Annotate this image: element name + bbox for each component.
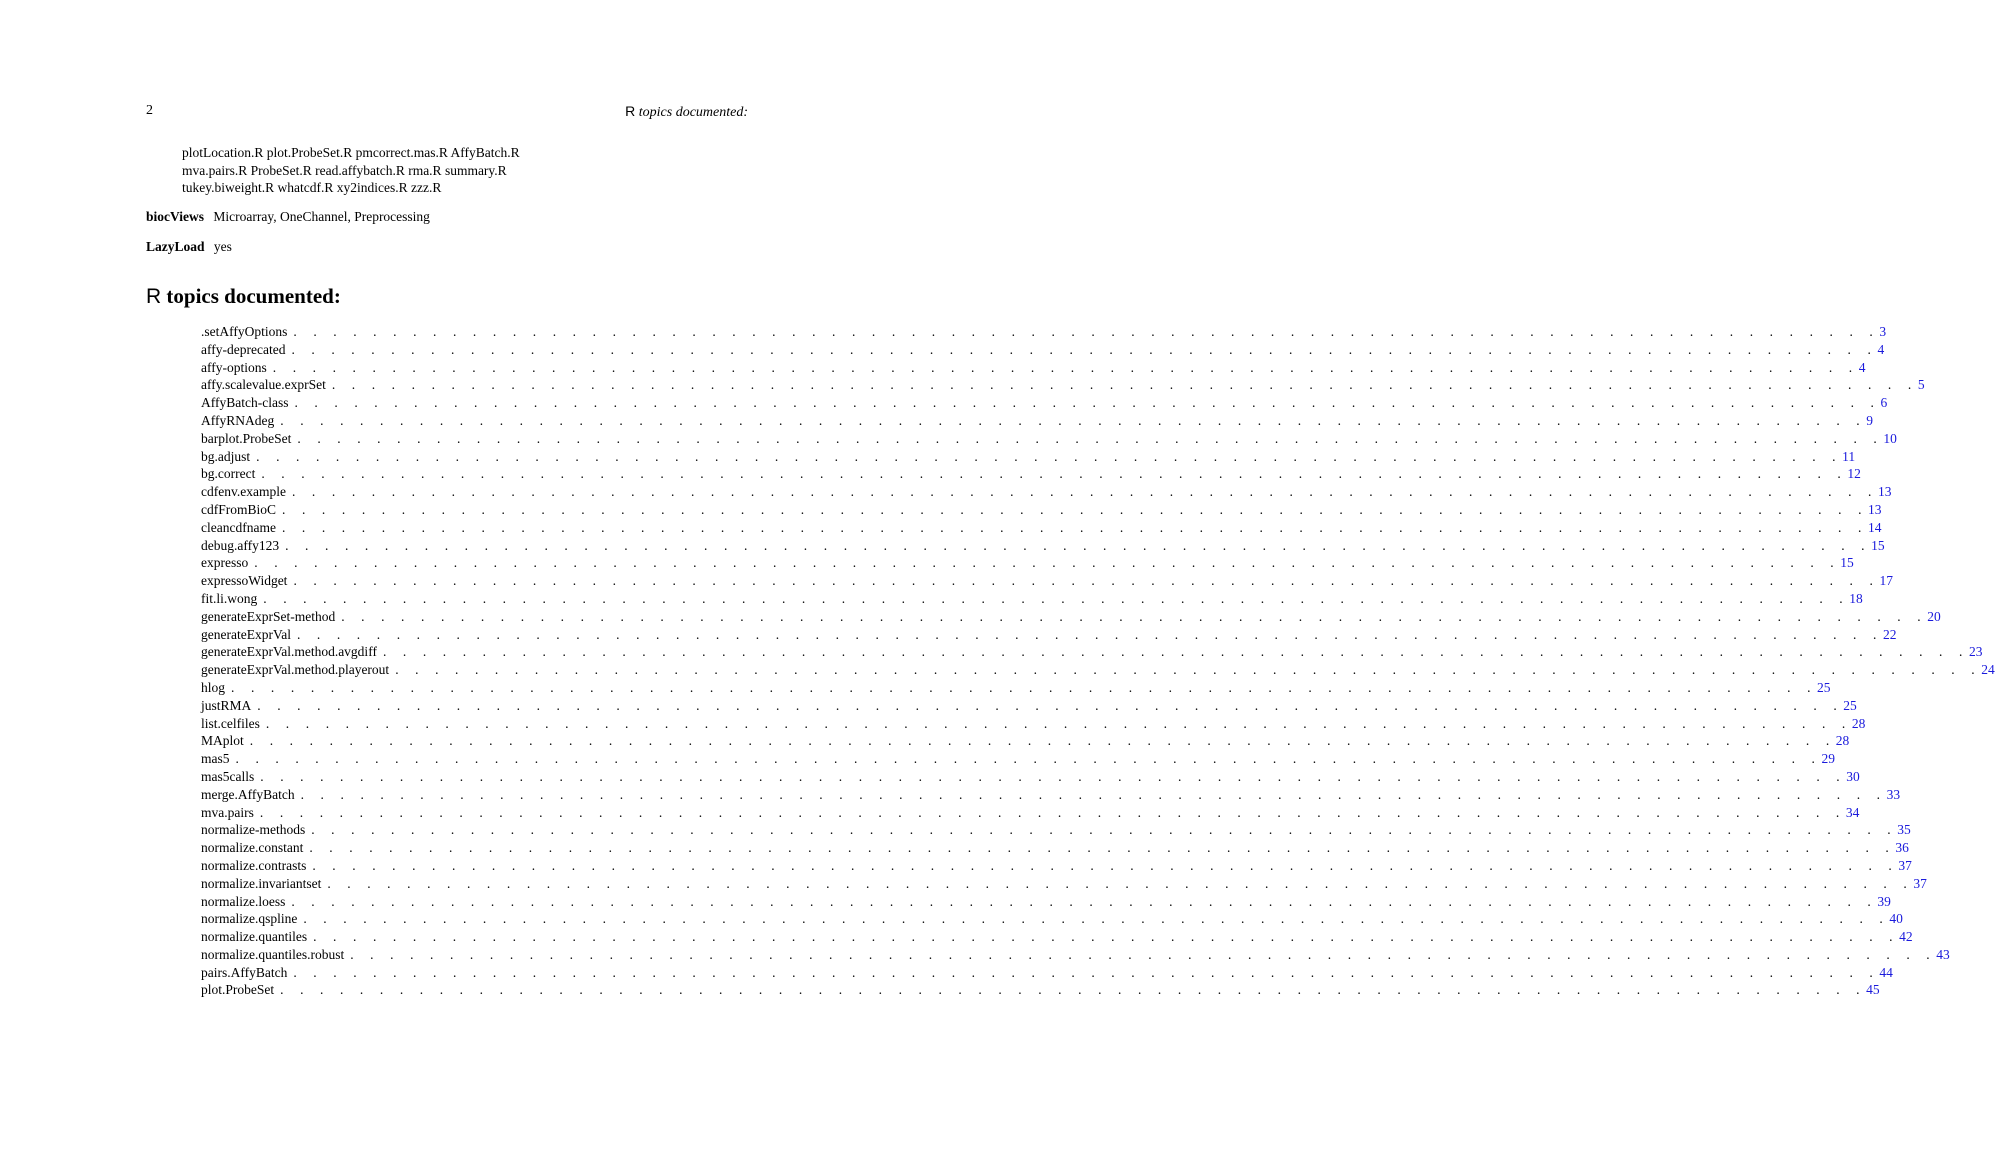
toc-page-link[interactable]: 15 bbox=[1871, 537, 1885, 553]
toc-page-link[interactable]: 28 bbox=[1835, 733, 1850, 749]
toc-dot-leader: . . . . . . . . . . . . . . . . . . . . . . . . . . . . . . . . . . . . . . . . . . . . . . . . . . . . . . . . . . . . . . . . . . . . . . . . . . . . . . . . bbox=[293, 573, 1880, 589]
toc-entry[interactable] bbox=[201, 732, 1850, 750]
toc-page-link[interactable]: 4 bbox=[1877, 341, 1885, 357]
toc-dot-leader: . . . . . . . . . . . . . . . . . . . . . . . . . . . . . . . . . . . . . . . . . . . . . . . . . . . . . . . . . . . . . . . . . . . . . . . . . . . . . . . . bbox=[263, 590, 1850, 606]
toc-dot-leader: . . . . . . . . . . . . . . . . . . . . . . . . . . . . . . . . . . . . . . . . . . . . . . . . . . . . . . . . . . . . . . . . . . . . . . . . . . . . . . . . bbox=[341, 608, 1928, 624]
toc-dot-leader: . . . . . . . . . . . . . . . . . . . . . . . . . . . . . . . . . . . . . . . . . . . . . . . . . . . . . . . . . . . . . . . . . . . . . . . . . . . . . . . . bbox=[291, 484, 1878, 500]
toc-page-link[interactable]: 42 bbox=[1899, 929, 1913, 945]
toc-dot-leader: . . . . . . . . . . . . . . . . . . . . . . . . . . . . . . . . . . . . . . . . . . . . . . . . . . . . . . . . . . . . . . . . . . . . . . . . . . . . . . . . bbox=[293, 324, 1880, 339]
toc-page-link[interactable]: 28 bbox=[1851, 715, 1866, 731]
toc-entry-name: normalize.quantiles.robust bbox=[201, 946, 345, 962]
toc-entry[interactable] bbox=[201, 839, 1909, 857]
running-head bbox=[625, 103, 748, 121]
page-number: 2 bbox=[146, 103, 153, 118]
toc-entry-name: .setAffyOptions bbox=[201, 324, 288, 339]
toc-entry[interactable] bbox=[201, 857, 1912, 875]
toc-entry-name: justRMA bbox=[201, 697, 252, 713]
toc-dot-leader: . . . . . . . . . . . . . . . . . . . . . . . . . . . . . . . . . . . . . . . . . . . . . . . . . . . . . . . . . . . . . . . . . . . . . . . . . . . . . . . . bbox=[282, 501, 1869, 517]
toc-entry[interactable] bbox=[201, 412, 1874, 430]
toc-entry-name: bg.correct bbox=[201, 466, 256, 482]
toc-entry[interactable] bbox=[201, 323, 1887, 341]
toc-entry-name: generateExprVal bbox=[201, 626, 291, 642]
toc-page-link[interactable]: 14 bbox=[1867, 519, 1882, 535]
toc-page-link[interactable]: 23 bbox=[1968, 644, 1983, 660]
toc-dot-leader: . . . . . . . . . . . . . . . . . . . . . . . . . . . . . . . . . . . . . . . . . . . . . . . . . . . . . . . . . . . . . . . . . . . . . . . . . . . . . . . . bbox=[280, 412, 1867, 428]
collate-line: mva.pairs.R ProbeSet.R read.affybatch.R rma.R summary.R bbox=[182, 162, 507, 178]
toc-dot-leader: . . . . . . . . . . . . . . . . . . . . . . . . . . . . . . . . . . . . . . . . . . . . . . . . . . . . . . . . . . . . . . . . . . . . . . . . . . . . . . . . bbox=[296, 626, 1883, 642]
toc-dot-leader: . . . . . . . . . . . . . . . . . . . . . . . . . . . . . . . . . . . . . . . . . . . . . . . . . . . . . . . . . . . . . . . . . . . . . . . . . . . . . . . . bbox=[280, 982, 1867, 998]
toc-entry[interactable] bbox=[201, 928, 1913, 946]
toc-entry[interactable] bbox=[201, 804, 1860, 822]
collate-line: plotLocation.R plot.ProbeSet.R pmcorrect.mas.R AffyBatch.R bbox=[182, 145, 520, 160]
toc-entry-name: MAplot bbox=[201, 733, 244, 749]
toc-entry[interactable] bbox=[201, 910, 1903, 928]
toc-dot-leader: . . . . . . . . . . . . . . . . . . . . . . . . . . . . . . . . . . . . . . . . . . . . . . . . . . . . . . . . . . . . . . . . . . . . . . . . . . . . . . . . bbox=[261, 466, 1848, 482]
toc-entry-name: hlog bbox=[201, 679, 226, 695]
lazyload-key: LazyLoad bbox=[146, 239, 205, 254]
toc-dot-leader: . . . . . . . . . . . . . . . . . . . . . . . . . . . . . . . . . . . . . . . . . . . . . . . . . . . . . . . . . . . . . . . . . . . . . . . . . . . . . . . . bbox=[231, 679, 1818, 695]
toc-page-link[interactable]: 3 bbox=[1879, 324, 1887, 339]
toc-page-link[interactable]: 25 bbox=[1843, 697, 1857, 713]
toc-page-link[interactable]: 43 bbox=[1936, 946, 1950, 962]
toc-entry-name: plot.ProbeSet bbox=[201, 982, 275, 998]
toc-entry[interactable] bbox=[201, 501, 1882, 519]
toc-page-link[interactable]: 39 bbox=[1877, 893, 1891, 909]
toc-entry[interactable] bbox=[201, 981, 1880, 999]
biocviews-field bbox=[146, 209, 430, 225]
toc-dot-leader: . . . . . . . . . . . . . . . . . . . . . . . . . . . . . . . . . . . . . . . . . . . . . . . . . . . . . . . . . . . . . . . . . . . . . . . . . . . . . . . . bbox=[312, 857, 1899, 873]
section-title-text: topics documented: bbox=[166, 284, 341, 308]
toc-page-link[interactable]: 13 bbox=[1868, 501, 1882, 517]
toc-page-link[interactable]: 13 bbox=[1878, 484, 1892, 500]
toc-dot-leader: . . . . . . . . . . . . . . . . . . . . . . . . . . . . . . . . . . . . . . . . . . . . . . . . . . . . . . . . . . . . . . . . . . . . . . . . . . . . . . . . bbox=[311, 822, 1898, 838]
toc-page-link[interactable]: 22 bbox=[1882, 626, 1897, 642]
toc-page-link[interactable]: 5 bbox=[1917, 377, 1925, 393]
toc-page-link[interactable]: 24 bbox=[1981, 662, 1995, 678]
toc-dot-leader: . . . . . . . . . . . . . . . . . . . . . . . . . . . . . . . . . . . . . . . . . . . . . . . . . . . . . . . . . . . . . . . . . . . . . . . . . . . . . . . . bbox=[331, 377, 1918, 393]
toc-entry-name: AffyRNAdeg bbox=[201, 412, 275, 428]
toc-entry-name: normalize.constant bbox=[201, 840, 304, 856]
toc-entry-name: mas5calls bbox=[201, 768, 255, 784]
toc-dot-leader: . . . . . . . . . . . . . . . . . . . . . . . . . . . . . . . . . . . . . . . . . . . . . . . . . . . . . . . . . . . . . . . . . . . . . . . . . . . . . . . . bbox=[249, 733, 1836, 749]
toc-entry-name: merge.AffyBatch bbox=[201, 786, 295, 802]
toc-entry[interactable] bbox=[201, 341, 1885, 359]
toc-entry[interactable] bbox=[201, 946, 1950, 964]
toc-dot-leader: . . . . . . . . . . . . . . . . . . . . . . . . . . . . . . . . . . . . . . . . . . . . . . . . . . . . . . . . . . . . . . . . . . . . . . . . . . . . . . . . bbox=[309, 840, 1896, 856]
toc-entry-name: pairs.AffyBatch bbox=[201, 964, 288, 980]
toc-entry-name: normalize-methods bbox=[201, 822, 306, 838]
toc-entry-name: normalize.qspline bbox=[201, 911, 298, 927]
toc-entry-name: normalize.invariantset bbox=[201, 875, 322, 891]
toc-entry[interactable] bbox=[201, 750, 1836, 768]
toc-dot-leader: . . . . . . . . . . . . . . . . . . . . . . . . . . . . . . . . . . . . . . . . . . . . . . . . . . . . . . . . . . . . . . . . . . . . . . . . . . . . . . . . bbox=[281, 519, 1868, 535]
toc-entry[interactable] bbox=[201, 572, 1893, 590]
toc-page-link[interactable]: 30 bbox=[1846, 768, 1860, 784]
toc-dot-leader: . . . . . . . . . . . . . . . . . . . . . . . . . . . . . . . . . . . . . . . . . . . . . . . . . . . . . . . . . . . . . . . . . . . . . . . . . . . . . . . . bbox=[300, 786, 1887, 802]
toc-entry-name: affy-deprecated bbox=[201, 341, 286, 357]
toc-page-link[interactable]: 20 bbox=[1927, 608, 1941, 624]
toc-dot-leader: . . . . . . . . . . . . . . . . . . . . . . . . . . . . . . . . . . . . . . . . . . . . . . . . . . . . . . . . . . . . . . . . . . . . . . . . . . . . . . . . bbox=[259, 804, 1846, 820]
toc-entry-name: AffyBatch-class bbox=[201, 395, 289, 411]
toc-dot-leader: . . . . . . . . . . . . . . . . . . . . . . . . . . . . . . . . . . . . . . . . . . . . . . . . . . . . . . . . . . . . . . . . . . . . . . . . . . . . . . . . bbox=[285, 537, 1872, 553]
toc-dot-leader: . . . . . . . . . . . . . . . . . . . . . . . . . . . . . . . . . . . . . . . . . . . . . . . . . . . . . . . . . . . . . . . . . . . . . . . . . . . . . . . . bbox=[293, 964, 1880, 980]
toc-dot-leader: . . . . . . . . . . . . . . . . . . . . . . . . . . . . . . . . . . . . . . . . . . . . . . . . . . . . . . . . . . . . . . . . . . . . . . . . . . . . . . . . bbox=[272, 359, 1859, 375]
toc-entry[interactable] bbox=[201, 430, 1897, 448]
toc-dot-leader: . . . . . . . . . . . . . . . . . . . . . . . . . . . . . . . . . . . . . . . . . . . . . . . . . . . . . . . . . . . . . . . . . . . . . . . . . . . . . . . . bbox=[327, 875, 1914, 891]
toc-page-link[interactable]: 40 bbox=[1889, 911, 1903, 927]
toc-entry[interactable] bbox=[201, 590, 1863, 608]
toc-entry-name: cleancdfname bbox=[201, 519, 276, 535]
toc-entry[interactable] bbox=[201, 394, 1888, 412]
toc-page-link[interactable]: 9 bbox=[1866, 412, 1874, 428]
toc-page-link[interactable]: 29 bbox=[1821, 751, 1836, 767]
toc-entry[interactable] bbox=[201, 964, 1893, 982]
biocviews-value: Microarray, OneChannel, Preprocessing bbox=[213, 209, 430, 224]
toc-entry[interactable] bbox=[201, 519, 1882, 537]
toc-page-link[interactable]: 4 bbox=[1858, 359, 1866, 375]
toc-entry[interactable] bbox=[201, 786, 1901, 804]
toc-page-link[interactable]: 17 bbox=[1879, 573, 1893, 589]
toc-page-link[interactable]: 11 bbox=[1842, 448, 1856, 464]
toc-entry[interactable] bbox=[201, 679, 1831, 697]
toc-entry-name: debug.affy123 bbox=[201, 537, 280, 553]
toc-entry[interactable] bbox=[201, 643, 1983, 661]
toc-page-link[interactable]: 15 bbox=[1840, 555, 1854, 571]
running-head-title: topics documented: bbox=[638, 105, 748, 120]
toc-page-link[interactable]: 6 bbox=[1880, 395, 1888, 411]
toc-entry[interactable] bbox=[201, 465, 1861, 483]
toc-dot-leader: . . . . . . . . . . . . . . . . . . . . . . . . . . . . . . . . . . . . . . . . . . . . . . . . . . . . . . . . . . . . . . . . . . . . . . . . . . . . . . . . bbox=[395, 662, 1982, 678]
toc-dot-leader: . . . . . . . . . . . . . . . . . . . . . . . . . . . . . . . . . . . . . . . . . . . . . . . . . . . . . . . . . . . . . . . . . . . . . . . . . . . . . . . . bbox=[382, 644, 1969, 660]
toc-entry-name: generateExprSet-method bbox=[201, 608, 336, 624]
toc-dot-leader: . . . . . . . . . . . . . . . . . . . . . . . . . . . . . . . . . . . . . . . . . . . . . . . . . . . . . . . . . . . . . . . . . . . . . . . . . . . . . . . . bbox=[265, 715, 1852, 731]
toc-entry[interactable] bbox=[201, 483, 1892, 501]
collate-line: tukey.biweight.R whatcdf.R xy2indices.R zzz.R bbox=[182, 180, 442, 195]
biocviews-key: biocViews bbox=[146, 209, 204, 224]
toc-entry[interactable] bbox=[201, 537, 1885, 555]
toc-page-link[interactable]: 33 bbox=[1886, 786, 1901, 802]
toc-entry-name: generateExprVal.method.avgdiff bbox=[201, 644, 377, 660]
toc-dot-leader: . . . . . . . . . . . . . . . . . . . . . . . . . . . . . . . . . . . . . . . . . . . . . . . . . . . . . . . . . . . . . . . . . . . . . . . . . . . . . . . . bbox=[313, 929, 1900, 945]
toc-entry[interactable] bbox=[201, 554, 1854, 572]
toc-entry[interactable] bbox=[201, 661, 1995, 679]
lazyload-value: yes bbox=[213, 239, 232, 254]
toc-entry[interactable] bbox=[201, 608, 1941, 626]
section-title-r: R bbox=[146, 285, 162, 308]
toc-entry-name: generateExprVal.method.playerout bbox=[201, 662, 390, 678]
toc-dot-leader: . . . . . . . . . . . . . . . . . . . . . . . . . . . . . . . . . . . . . . . . . . . . . . . . . . . . . . . . . . . . . . . . . . . . . . . . . . . . . . . . bbox=[256, 448, 1843, 464]
toc-entry-name: mas5 bbox=[201, 751, 230, 767]
toc-entry-name: normalize.loess bbox=[201, 893, 286, 909]
toc-entry-name: fit.li.wong bbox=[201, 590, 258, 606]
toc-entry-name: barplot.ProbeSet bbox=[201, 430, 292, 446]
toc-entry-name: cdfFromBioC bbox=[201, 501, 277, 517]
toc-entry[interactable] bbox=[201, 893, 1891, 911]
toc-page-link[interactable]: 18 bbox=[1849, 590, 1863, 606]
toc-dot-leader: . . . . . . . . . . . . . . . . . . . . . . . . . . . . . . . . . . . . . . . . . . . . . . . . . . . . . . . . . . . . . . . . . . . . . . . . . . . . . . . . bbox=[235, 751, 1822, 767]
toc-dot-leader: . . . . . . . . . . . . . . . . . . . . . . . . . . . . . . . . . . . . . . . . . . . . . . . . . . . . . . . . . . . . . . . . . . . . . . . . . . . . . . . . bbox=[291, 341, 1878, 357]
lazyload-field bbox=[146, 239, 232, 255]
toc-dot-leader: . . . . . . . . . . . . . . . . . . . . . . . . . . . . . . . . . . . . . . . . . . . . . . . . . . . . . . . . . . . . . . . . . . . . . . . . . . . . . . . . bbox=[291, 893, 1878, 909]
toc-entry-name: affy.scalevalue.exprSet bbox=[201, 377, 326, 393]
toc-entry-name: normalize.contrasts bbox=[201, 857, 307, 873]
toc-entry-name: list.celfiles bbox=[201, 715, 260, 731]
toc-entry[interactable] bbox=[201, 875, 1927, 893]
toc-entry-name: bg.adjust bbox=[201, 448, 251, 464]
toc-page-link[interactable]: 12 bbox=[1847, 466, 1861, 482]
toc-page-link[interactable]: 44 bbox=[1879, 964, 1893, 980]
toc-entry[interactable] bbox=[201, 821, 1911, 839]
toc-dot-leader: . . . . . . . . . . . . . . . . . . . . . . . . . . . . . . . . . . . . . . . . . . . . . . . . . . . . . . . . . . . . . . . . . . . . . . . . . . . . . . . . bbox=[294, 395, 1881, 411]
toc-dot-leader: . . . . . . . . . . . . . . . . . . . . . . . . . . . . . . . . . . . . . . . . . . . . . . . . . . . . . . . . . . . . . . . . . . . . . . . . . . . . . . . . bbox=[297, 430, 1884, 446]
toc-entry-name: expressoWidget bbox=[201, 573, 288, 589]
toc-entry[interactable] bbox=[201, 768, 1860, 786]
toc-entry[interactable] bbox=[201, 448, 1856, 466]
toc-entry-name: cdfenv.example bbox=[201, 484, 286, 500]
toc-entry-name: affy-options bbox=[201, 359, 267, 375]
toc-entry[interactable] bbox=[201, 715, 1866, 733]
toc-entry[interactable] bbox=[201, 697, 1857, 715]
section-title bbox=[146, 284, 341, 309]
toc-entry-name: normalize.quantiles bbox=[201, 929, 308, 945]
toc-dot-leader: . . . . . . . . . . . . . . . . . . . . . . . . . . . . . . . . . . . . . . . . . . . . . . . . . . . . . . . . . . . . . . . . . . . . . . . . . . . . . . . . bbox=[303, 911, 1890, 927]
toc-page-link[interactable]: 45 bbox=[1866, 982, 1880, 998]
toc-page-link[interactable]: 35 bbox=[1897, 822, 1911, 838]
toc-dot-leader: . . . . . . . . . . . . . . . . . . . . . . . . . . . . . . . . . . . . . . . . . . . . . . . . . . . . . . . . . . . . . . . . . . . . . . . . . . . . . . . . bbox=[260, 768, 1847, 784]
toc-page-link[interactable]: 37 bbox=[1913, 875, 1927, 891]
toc-page-link[interactable]: 10 bbox=[1883, 430, 1897, 446]
toc-dot-leader: . . . . . . . . . . . . . . . . . . . . . . . . . . . . . . . . . . . . . . . . . . . . . . . . . . . . . . . . . . . . . . . . . . . . . . . . . . . . . . . . bbox=[350, 946, 1937, 962]
toc-page-link[interactable]: 36 bbox=[1895, 840, 1909, 856]
collate-files bbox=[182, 144, 520, 197]
toc-page-link[interactable]: 37 bbox=[1898, 857, 1912, 873]
toc-dot-leader: . . . . . . . . . . . . . . . . . . . . . . . . . . . . . . . . . . . . . . . . . . . . . . . . . . . . . . . . . . . . . . . . . . . . . . . . . . . . . . . . bbox=[254, 555, 1841, 571]
toc-page-link[interactable]: 34 bbox=[1845, 804, 1860, 820]
toc-entry[interactable] bbox=[201, 359, 1866, 377]
toc-entry[interactable] bbox=[201, 376, 1925, 394]
toc-dot-leader: . . . . . . . . . . . . . . . . . . . . . . . . . . . . . . . . . . . . . . . . . . . . . . . . . . . . . . . . . . . . . . . . . . . . . . . . . . . . . . . . bbox=[257, 697, 1844, 713]
toc-entry-name: mva.pairs bbox=[201, 804, 254, 820]
running-head-r: R bbox=[625, 103, 636, 119]
toc-page-link[interactable]: 25 bbox=[1817, 679, 1831, 695]
toc-entry-name: expresso bbox=[201, 555, 249, 571]
table-of-contents bbox=[201, 323, 1995, 999]
toc-entry[interactable] bbox=[201, 626, 1897, 644]
